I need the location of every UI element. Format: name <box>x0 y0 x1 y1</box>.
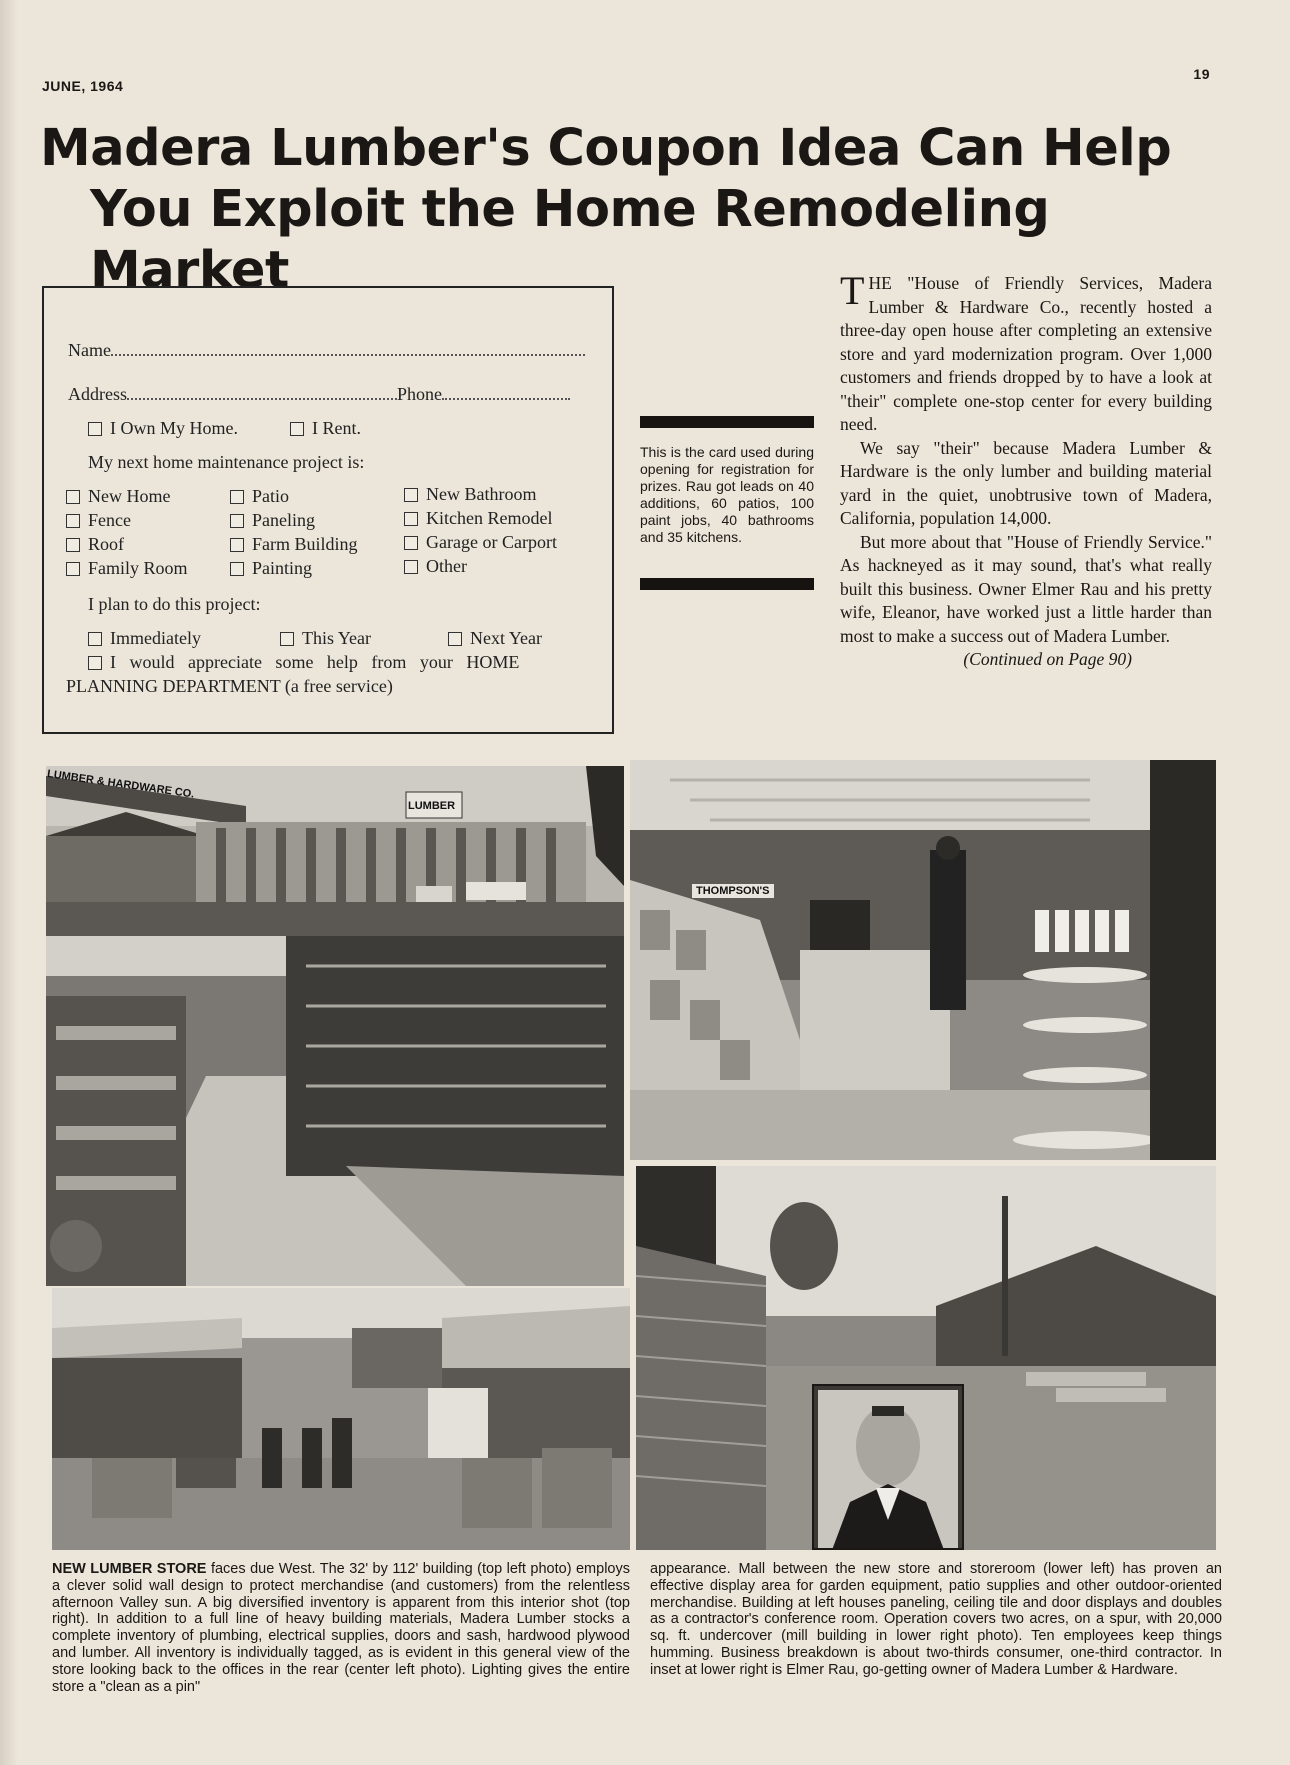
name-label: Name <box>68 340 111 360</box>
option-label: Immediately <box>110 628 201 648</box>
phone-line <box>442 384 570 400</box>
checkbox[interactable] <box>280 632 294 646</box>
option-label: Painting <box>252 558 313 578</box>
photo-outdoor-mall <box>52 1288 630 1550</box>
owner-inset-frame <box>812 1384 964 1550</box>
timing-option[interactable] <box>448 628 542 649</box>
option-label: This Year <box>302 628 372 648</box>
option-label: Farm Building <box>252 534 358 554</box>
project-option[interactable] <box>404 508 552 529</box>
option-label: Other <box>426 556 467 576</box>
address-label: Address <box>68 384 127 404</box>
option-label: Fence <box>88 510 131 530</box>
project-option[interactable] <box>404 532 557 553</box>
option-label: Kitchen Remodel <box>426 508 553 528</box>
article-paragraph: We say "their" because Madera Lumber & Hardware is the only lumber and building material yard in the quiet, unobtrusive town of Madera, California, population 14,000. <box>840 437 1212 528</box>
drop-cap: T <box>840 268 865 313</box>
project-option[interactable] <box>230 486 289 507</box>
issue-date: JUNE, 1964 <box>42 78 124 94</box>
page-number: 19 <box>1193 66 1210 82</box>
caption-text: faces due West. The 32' by 112' building (top left photo) employs a clever solid wall design to protect merchandise (and customers) from the relentless afternoon Valley sun. A big diversified inventory is apparent from this interior shot (top right). In addition to a full line of heavy building materials, Madera Lumber stocks a complete inventory of plumbing, electrical supplies, doors and sash, hardwood plywood and lumber. All inventory is individually tagged, as is evident in this general view of the store looking back to the offices in the rear (center left photo). Lighting gives the entire store a "clean as a pin" <box>52 1561 630 1695</box>
roof-sign: LUMBER <box>408 800 456 812</box>
article-paragraph: But more about that "House of Friendly Service." As hackneyed as it may sound, that's what really built this business. Owner Elmer Rau and his pretty wife, Eleanor, have worked just a little harder than most to make a success out of Madera Lumber. <box>840 531 1212 646</box>
option-label: New Home <box>88 486 171 506</box>
help-checkbox[interactable] <box>88 656 102 670</box>
headline-line-2: You Exploit the Home Remodeling Market <box>90 180 1050 301</box>
help-label-line-1: I would appreciate some help from your HOME <box>110 652 520 672</box>
help-option[interactable] <box>88 652 519 673</box>
option-label: Patio <box>252 486 290 506</box>
caption-rule-top <box>640 416 814 428</box>
checkbox[interactable] <box>66 490 80 504</box>
option-label: Garage or Carport <box>426 532 557 552</box>
checkbox[interactable] <box>66 538 80 552</box>
name-field[interactable] <box>68 340 585 361</box>
own-home-option[interactable] <box>88 418 238 439</box>
checkbox[interactable] <box>66 562 80 576</box>
timing-option[interactable] <box>88 628 201 649</box>
page-binding-edge <box>0 0 18 1765</box>
registration-coupon <box>42 286 614 734</box>
rent-checkbox[interactable] <box>290 422 304 436</box>
photo-store-exterior <box>46 766 624 936</box>
checkbox[interactable] <box>230 538 244 552</box>
address-line <box>127 384 397 400</box>
project-option[interactable] <box>66 510 131 531</box>
checkbox[interactable] <box>66 514 80 528</box>
phone-label: Phone <box>397 384 442 404</box>
help-label-line-2: PLANNING DEPARTMENT (a free service) <box>66 676 393 696</box>
option-label: Paneling <box>252 510 315 530</box>
article-body <box>840 268 1212 672</box>
article-paragraph <box>840 268 1212 437</box>
project-option[interactable] <box>230 534 358 555</box>
checkbox[interactable] <box>230 562 244 576</box>
address-field[interactable] <box>68 384 570 405</box>
option-label: New Bathroom <box>426 484 537 504</box>
project-option[interactable] <box>230 558 312 579</box>
caption-rule-bottom <box>640 578 814 590</box>
headline-line-1: Madera Lumber's Coupon Idea Can Help <box>40 119 1172 178</box>
project-prompt: My next home maintenance project is: <box>88 452 365 472</box>
checkbox[interactable] <box>230 490 244 504</box>
option-label: Next Year <box>470 628 542 648</box>
checkbox[interactable] <box>448 632 462 646</box>
checkbox[interactable] <box>230 514 244 528</box>
card-caption: This is the card used during opening for registration for prizes. Rau got leads on 40 additions, 60 patios, 100 paint jobs, 40 bathrooms and 35 kitchens. <box>640 444 814 545</box>
continued-note: (Continued on Page 90) <box>963 649 1132 669</box>
photo-caption-right: appearance. Mall between the new store and storeroom (lower left) has proven an effective display area for garden equipment, patio supplies and other outdoor-oriented merchandise. Building at left houses paneling, ceiling tile and door displays and doubles as a contractor's conference room. Operation covers two acres, on a spur, with 20,000 sq. ft. undercover (mill building in lower right photo). Ten employees keep things humming. Business breakdown is about two-thirds consumer, one-third contractor. In inset at lower right is Elmer Rau, go-getting owner of Madera Lumber & Hardware. <box>650 1561 1222 1678</box>
rent-option[interactable] <box>290 418 361 439</box>
photo-store-interior <box>630 760 1216 1160</box>
paragraph-text: HE "House of Friendly Services, Madera Lumber & Hardware Co., recently hosted a three-day open house after completing an extensive store and yard modernization program. Over 1,000 customers and friends dropped by to have a look at "their" complete one-stop center for every building need. <box>840 273 1212 434</box>
checkbox[interactable] <box>88 632 102 646</box>
project-option[interactable] <box>230 510 315 531</box>
building-sign: LUMBER & HARDWARE CO. <box>46 768 196 801</box>
project-option[interactable] <box>404 556 467 577</box>
own-home-label: I Own My Home. <box>110 418 238 438</box>
checkbox[interactable] <box>404 488 418 502</box>
photo-hardware-aisles <box>46 936 624 1286</box>
caption-lead: NEW LUMBER STORE <box>52 1561 207 1577</box>
name-line <box>111 340 585 356</box>
project-option[interactable] <box>66 534 124 555</box>
checkbox[interactable] <box>404 536 418 550</box>
photo-caption-left <box>52 1561 630 1695</box>
timing-option[interactable] <box>280 628 371 649</box>
project-option[interactable] <box>66 558 188 579</box>
timing-prompt: I plan to do this project: <box>88 594 261 614</box>
option-label: Roof <box>88 534 124 554</box>
rent-label: I Rent. <box>312 418 361 438</box>
photo-lumber-yard <box>636 1166 1216 1550</box>
store-sign: THOMPSON'S <box>692 884 774 898</box>
checkbox[interactable] <box>404 560 418 574</box>
option-label: Family Room <box>88 558 188 578</box>
project-option[interactable] <box>66 486 170 507</box>
checkbox[interactable] <box>404 512 418 526</box>
project-option[interactable] <box>404 484 536 505</box>
own-home-checkbox[interactable] <box>88 422 102 436</box>
